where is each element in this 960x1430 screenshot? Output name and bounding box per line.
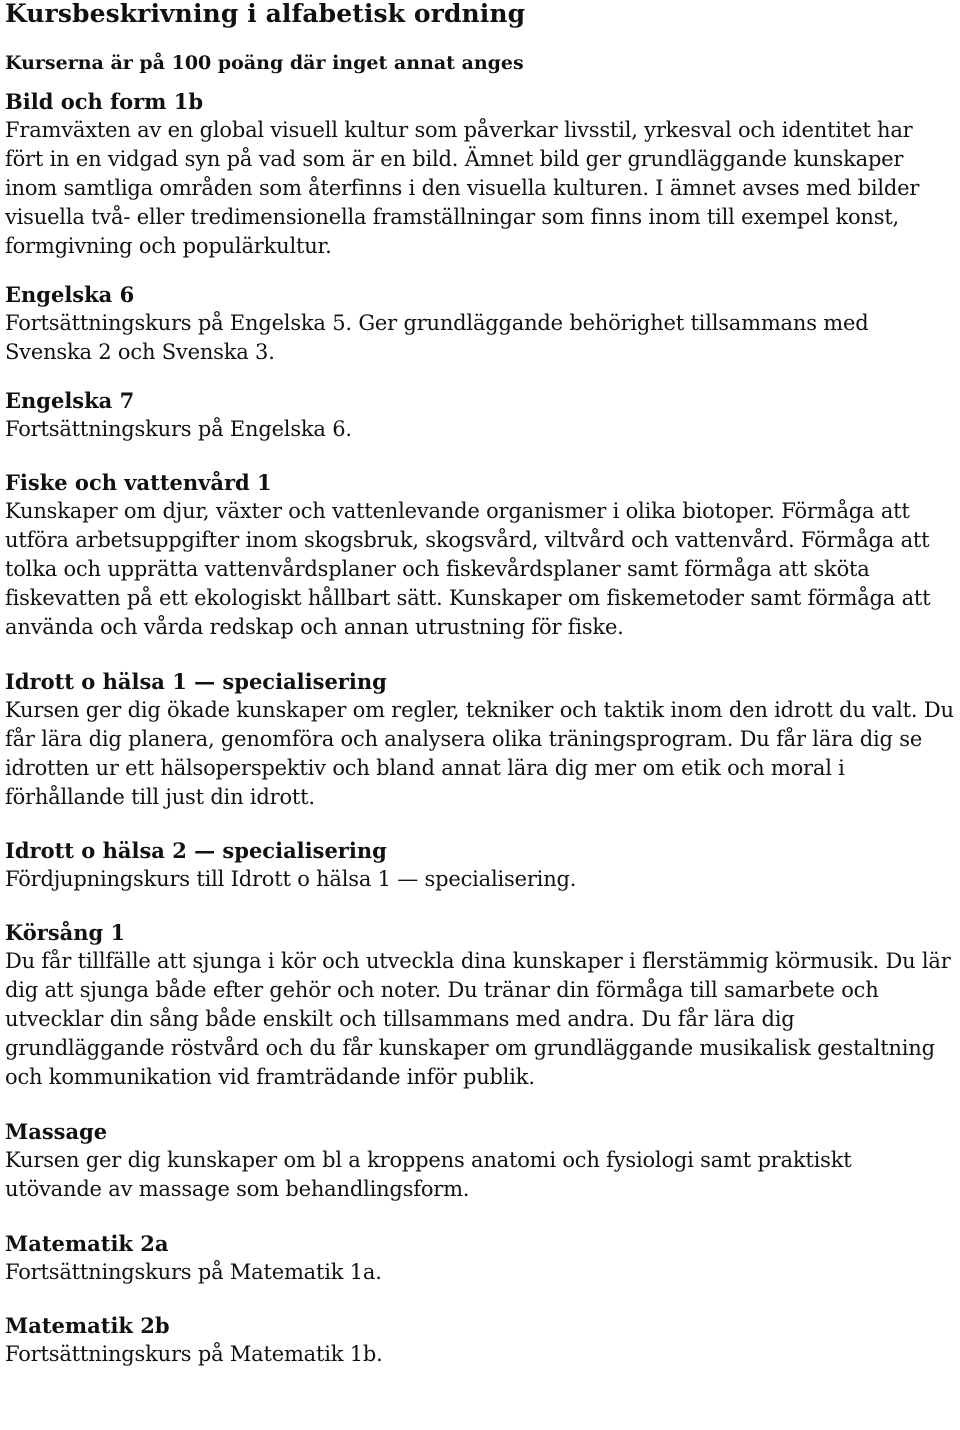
course-title: Idrott o hälsa 2 — specialisering — [5, 838, 387, 863]
course-bild-och-form-1b — [5, 87, 954, 261]
course-fiske-och-vattenvard-1 — [5, 468, 954, 642]
course-description: Fortsättningskurs på Engelska 6. — [5, 417, 352, 441]
course-matematik-2b — [5, 1311, 954, 1369]
course-description: Framväxten av en global visuell kultur som påverkar livsstil, yrkesval och identitet har fört in en vidgad syn på vad som är en bild. Ämnet bild ger grundläggande kunskaper inom samtliga områden som återfinns i den visuella kulturen. I ämnet avses med bilder visuella två- eller tredimensionella framställningar som finns inom till exempel konst, formgivning och populärkultur. — [5, 118, 920, 258]
course-title: Matematik 2a — [5, 1231, 169, 1256]
course-title: Bild och form 1b — [5, 89, 204, 114]
course-description: Kunskaper om djur, växter och vattenlevande organismer i olika biotoper. Förmåga att utföra arbetsuppgifter inom skogsbruk, skogsvård, viltvård och vattenvård. Förmåga att tolka och upprätta vattenvårdsplaner och fiskevårdsplaner samt förmåga att sköta fiskevatten på ett ekologiskt hållbart sätt. Kunskaper om fiskemetoder samt förmåga att använda och vårda redskap och annan utrustning för fiske. — [5, 499, 931, 639]
course-engelska-6 — [5, 280, 954, 367]
course-title: Engelska 7 — [5, 388, 135, 413]
course-description: Du får tillfälle att sjunga i kör och utveckla dina kunskaper i flerstämmig körmusik. Du lär dig att sjunga både efter gehör och noter. Du tränar din förmåga till samarbete och utvecklar din sång både enskilt och tillsammans med andra. Du får lära dig grundläggande röstvård och du får kunskaper om grundläggande musikalisk gestaltning och kommunikation vid framträdande inför publik. — [5, 949, 951, 1089]
course-title: Massage — [5, 1119, 108, 1144]
course-title: Idrott o hälsa 1 — specialisering — [5, 669, 387, 694]
course-description: Fördjupningskurs till Idrott o hälsa 1 — specialisering. — [5, 867, 577, 891]
course-massage — [5, 1117, 954, 1204]
course-engelska-7 — [5, 386, 954, 444]
course-description: Kursen ger dig ökade kunskaper om regler, tekniker och taktik inom den idrott du valt. Du får lära dig planera, genomföra och analysera olika träningsprogram. Du får lära dig se idrotten ur ett hälsoperspektiv och bland annat lära dig mer om etik och moral i förhållande till just din idrott. — [5, 698, 954, 809]
course-korsang-1 — [5, 918, 954, 1092]
course-idrott-o-halsa-2 — [5, 836, 954, 894]
course-description: Fortsättningskurs på Matematik 1a. — [5, 1260, 382, 1284]
course-title: Matematik 2b — [5, 1313, 170, 1338]
course-description: Kursen ger dig kunskaper om bl a kroppens anatomi och fysiologi samt praktiskt utövande av massage som behandlingsform. — [5, 1148, 852, 1201]
course-idrott-o-halsa-1 — [5, 667, 954, 812]
course-description: Fortsättningskurs på Matematik 1b. — [5, 1342, 383, 1366]
course-title: Fiske och vattenvård 1 — [5, 470, 272, 495]
document-subtitle: Kurserna är på 100 poäng där inget annat anges — [5, 52, 524, 74]
course-title: Engelska 6 — [5, 282, 135, 307]
course-matematik-2a — [5, 1229, 954, 1287]
course-title: Körsång 1 — [5, 920, 126, 945]
document-title: Kursbeskrivning i alfabetisk ordning — [5, 0, 526, 28]
course-description: Fortsättningskurs på Engelska 5. Ger grundläggande behörighet tillsammans med Svenska 2 och Svenska 3. — [5, 311, 869, 364]
